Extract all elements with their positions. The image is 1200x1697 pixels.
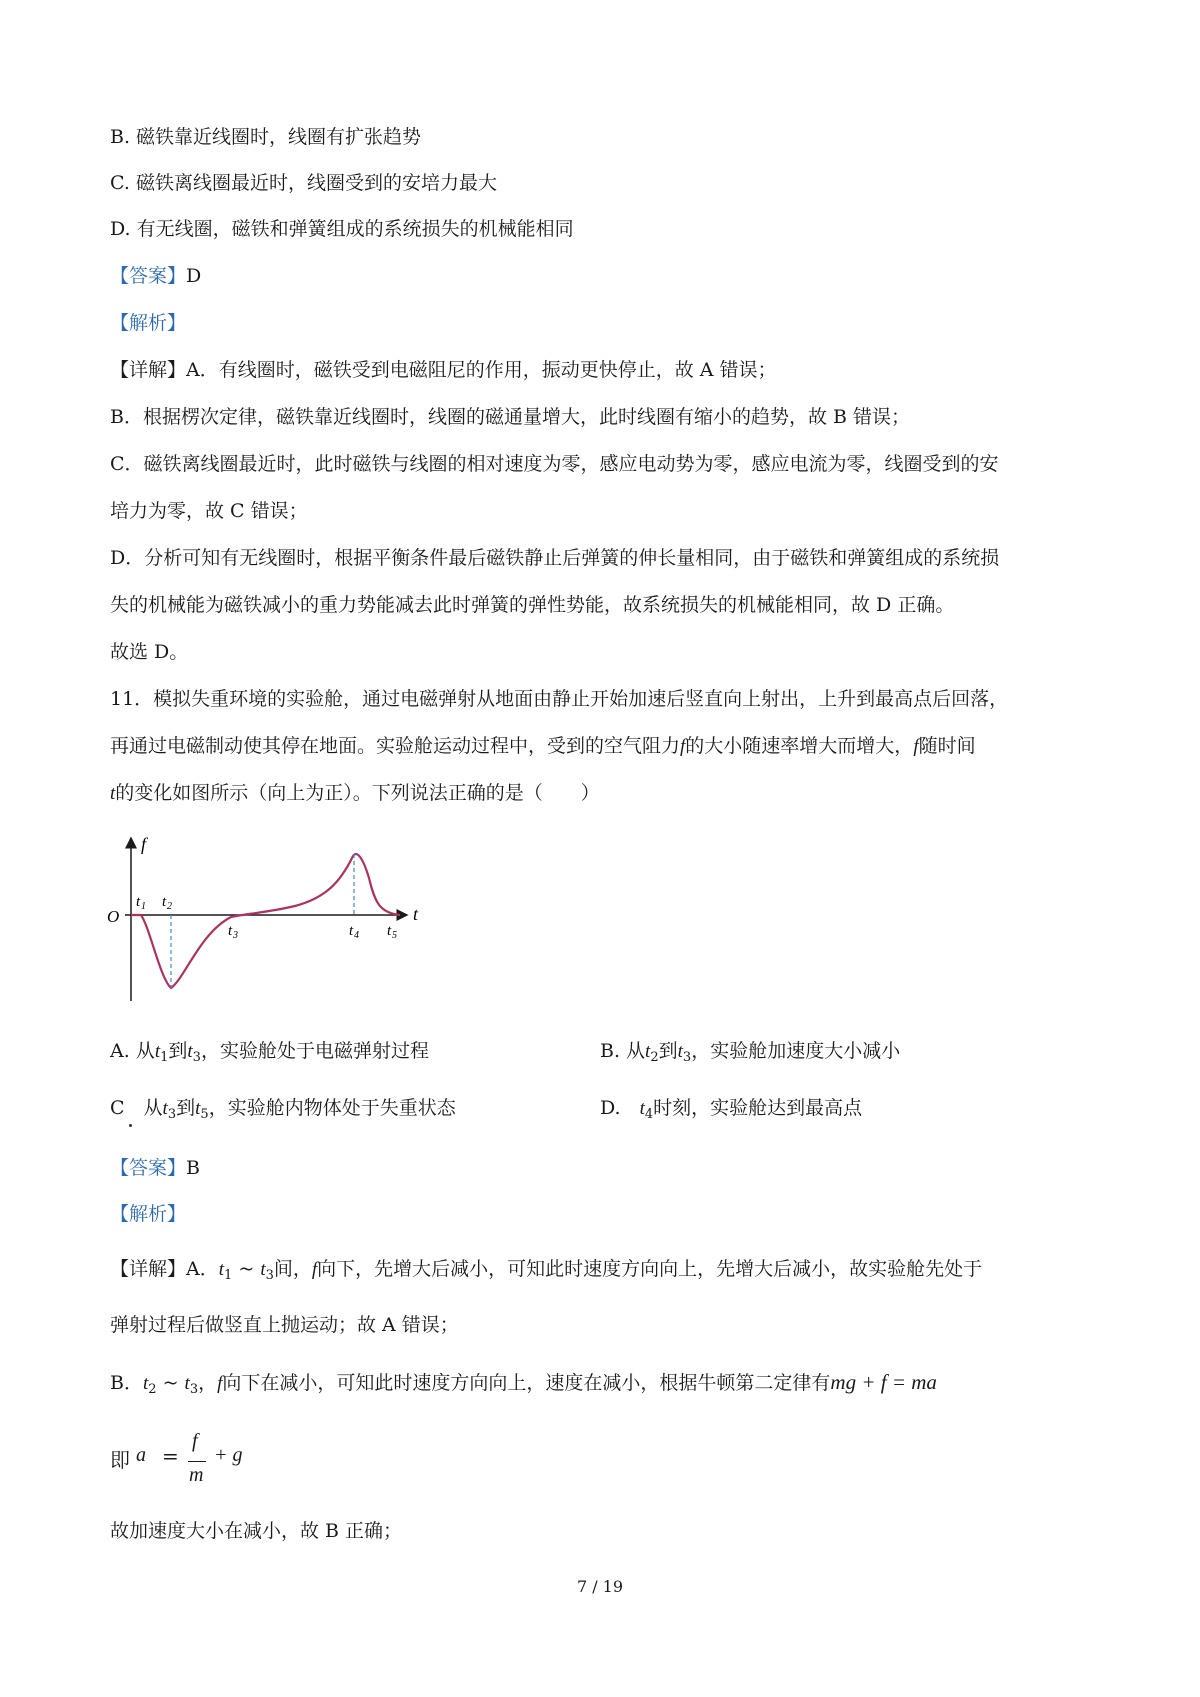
newton-equation: mg + f = ma (830, 1370, 937, 1394)
q11-f2: f (913, 736, 919, 757)
b1-p3: ， (198, 1372, 218, 1394)
tick-t5 (387, 923, 397, 941)
formula-a: a (136, 1444, 146, 1466)
svg-text:t: t (136, 894, 141, 910)
svg-text:t: t (349, 923, 354, 939)
detail-c1-prev: C．磁铁离线圈最近时，此时磁铁与线圈的相对速度为零，感应电动势为零，感应电流为零，线圈受到的安 (110, 453, 999, 475)
svg-text:t: t (387, 923, 392, 939)
acceleration-formula (110, 1420, 330, 1500)
opt-a-p3: ，实验舱处于电磁弹射过程 (200, 1040, 429, 1062)
b1-s1: 2 (148, 1382, 157, 1397)
b1-s2: 3 (189, 1382, 199, 1397)
option-a (110, 1038, 429, 1071)
formula-equals: = (162, 1444, 179, 1468)
q11-l2e: 随时间 (918, 735, 976, 757)
formula-prefix: 即 (110, 1448, 130, 1472)
f-t-graph (105, 828, 425, 1008)
opt-c-p2: 到 (176, 1097, 196, 1119)
tick-t3 (228, 923, 238, 941)
analysis-tag-prev: 【解析】 (110, 312, 187, 334)
answer-tag: 【答案】 (110, 265, 187, 287)
option-b (600, 1038, 900, 1071)
opt-d-p1: D. (600, 1097, 640, 1119)
svg-text:1: 1 (141, 901, 146, 912)
q11-f1: f (680, 736, 686, 757)
detail-b3-q11: 故加速度大小在减小，故 B 正确； (110, 1520, 403, 1542)
svg-text:4: 4 (354, 930, 359, 941)
b1-v2: t (184, 1373, 190, 1394)
detail-a2-q11: 弹射过程后做竖直上抛运动；故 A 错误； (110, 1314, 459, 1336)
opt-c-p1: C 从 (110, 1097, 163, 1119)
fraction-bar (188, 1461, 206, 1462)
origin-label: O (107, 907, 120, 926)
answer-value: D (186, 265, 202, 287)
opt-a-p2: 到 (168, 1040, 188, 1062)
a1-s2: 3 (265, 1268, 274, 1283)
detail-a-prev (110, 357, 777, 383)
y-axis-label: f (141, 834, 147, 854)
opt-c-p3: ，实验舱内物体处于失重状态 (208, 1097, 456, 1119)
detail-d1-prev: D．分析可知有无线圈时，根据平衡条件最后磁铁静止后弹簧的伸长量相同，由于磁铁和弹簧组成的系统损 (110, 547, 1000, 569)
q11-line1: 11．模拟失重环境的实验舱，通过电磁弹射从地面由静止开始加速后竖直向上射出，上升到最高点后回落， (110, 688, 1009, 710)
opt-d-p3: 时刻，实验舱达到最高点 (653, 1097, 863, 1119)
a1-v1: t (218, 1259, 225, 1280)
answer-prev (110, 263, 201, 289)
q11-line2 (110, 733, 976, 760)
opt-d-s1: 4 (644, 1107, 654, 1122)
formula-denominator: m (189, 1464, 204, 1486)
opt-a-v2: t (187, 1041, 193, 1062)
opt-b-p1: B. 从 (600, 1040, 646, 1062)
opt-d-v1: t (639, 1098, 645, 1119)
a1-p4: 向下，先增大后减小，可知此时速度方向向上，先增大后减小，故实验舱先处于 (317, 1258, 983, 1280)
page-number: 7 / 19 (576, 1577, 624, 1596)
svg-text:5: 5 (392, 930, 397, 941)
b1-p2: ~ (156, 1372, 185, 1394)
analysis-tag-q11: 【解析】 (110, 1203, 187, 1225)
q11-t: t (110, 783, 116, 804)
b1-f: f (217, 1373, 223, 1394)
svg-text:2: 2 (167, 901, 172, 912)
option-c-dot (129, 1124, 132, 1127)
opt-c-s1: 3 (167, 1107, 177, 1122)
detail-b-q11 (110, 1369, 937, 1403)
opt-b-p2: 到 (658, 1040, 678, 1062)
answer-q11 (110, 1155, 200, 1181)
detail-a-q11 (110, 1256, 982, 1289)
svg-text:3: 3 (233, 930, 238, 941)
a1-p3: 间， (273, 1258, 312, 1280)
option-d-prev: D. 有无线圈，磁铁和弹簧组成的系统损失的机械能相同 (110, 218, 574, 240)
opt-a-v1: t (154, 1041, 161, 1062)
option-c-prev: C. 磁铁离线圈最近时，线圈受到的安培力最大 (110, 172, 497, 194)
a1-f: f (311, 1259, 318, 1280)
answer-tag-q11: 【答案】 (110, 1157, 187, 1179)
opt-b-v1: t (645, 1041, 651, 1062)
a1-v2: t (260, 1259, 266, 1280)
detail-tag: 【详解】 (110, 359, 187, 381)
detail-a-text: A．有线圈时，磁铁受到电磁阻尼的作用，振动更快停止，故 A 错误； (186, 359, 777, 381)
option-c (110, 1095, 456, 1128)
option-b-prev: B. 磁铁靠近线圈时，线圈有扩张趋势 (110, 126, 422, 148)
tick-t1 (136, 894, 146, 912)
opt-b-v2: t (677, 1041, 683, 1062)
opt-c-v2: t (195, 1098, 201, 1119)
answer-value-q11: B (186, 1157, 200, 1179)
a1-p1: A． (186, 1258, 219, 1280)
a1-s1: 1 (224, 1268, 233, 1283)
detail-c2-prev: 培力为零，故 C 错误； (110, 500, 308, 522)
tick-t4 (349, 923, 359, 941)
b1-v1: t (142, 1373, 149, 1394)
tick-t2 (162, 894, 172, 912)
conclusion-prev: 故选 D。 (110, 641, 189, 663)
option-d (600, 1095, 862, 1128)
q11-l3b: 的变化如图所示（向上为正）。下列说法正确的是（ ） (115, 782, 600, 804)
opt-c-s2: 5 (200, 1107, 209, 1122)
detail-d2-prev: 失的机械能为磁铁减小的重力势能减去此时弹簧的弹性势能，故系统损失的机械能相同，故 D 正确。 (110, 594, 955, 616)
opt-c-v1: t (162, 1098, 168, 1119)
formula-plus-g: + g (214, 1444, 243, 1466)
b1-p4: 向下在减小，可知此时速度方向向上，速度在减小，根据牛顿第二定律有 (222, 1372, 831, 1394)
svg-text:t: t (228, 923, 233, 939)
a1-p2: ~ (232, 1258, 261, 1280)
opt-b-s2: 3 (682, 1050, 692, 1065)
q11-l2c: 的大小随速率增大而增大， (685, 735, 914, 757)
detail-tag-q11: 【详解】 (110, 1258, 187, 1280)
q11-line3 (110, 780, 600, 807)
opt-a-s1: 1 (160, 1050, 169, 1065)
opt-a-p1: A. 从 (110, 1040, 155, 1062)
b1-p1: B． (110, 1372, 143, 1394)
x-axis-label: t (413, 904, 419, 924)
opt-b-p3: ，实验舱加速度大小减小 (691, 1040, 901, 1062)
detail-b-prev: B．根据楞次定律，磁铁靠近线圈时，线圈的磁通量增大，此时线圈有缩小的趋势，故 B 错误； (110, 406, 911, 428)
svg-text:t: t (162, 894, 167, 910)
q11-l2a: 再通过电磁制动使其停在地面。实验舱运动过程中，受到的空气阻力 (110, 735, 681, 757)
opt-a-s2: 3 (192, 1050, 201, 1065)
formula-numerator: f (192, 1430, 198, 1452)
opt-b-s1: 2 (650, 1050, 659, 1065)
